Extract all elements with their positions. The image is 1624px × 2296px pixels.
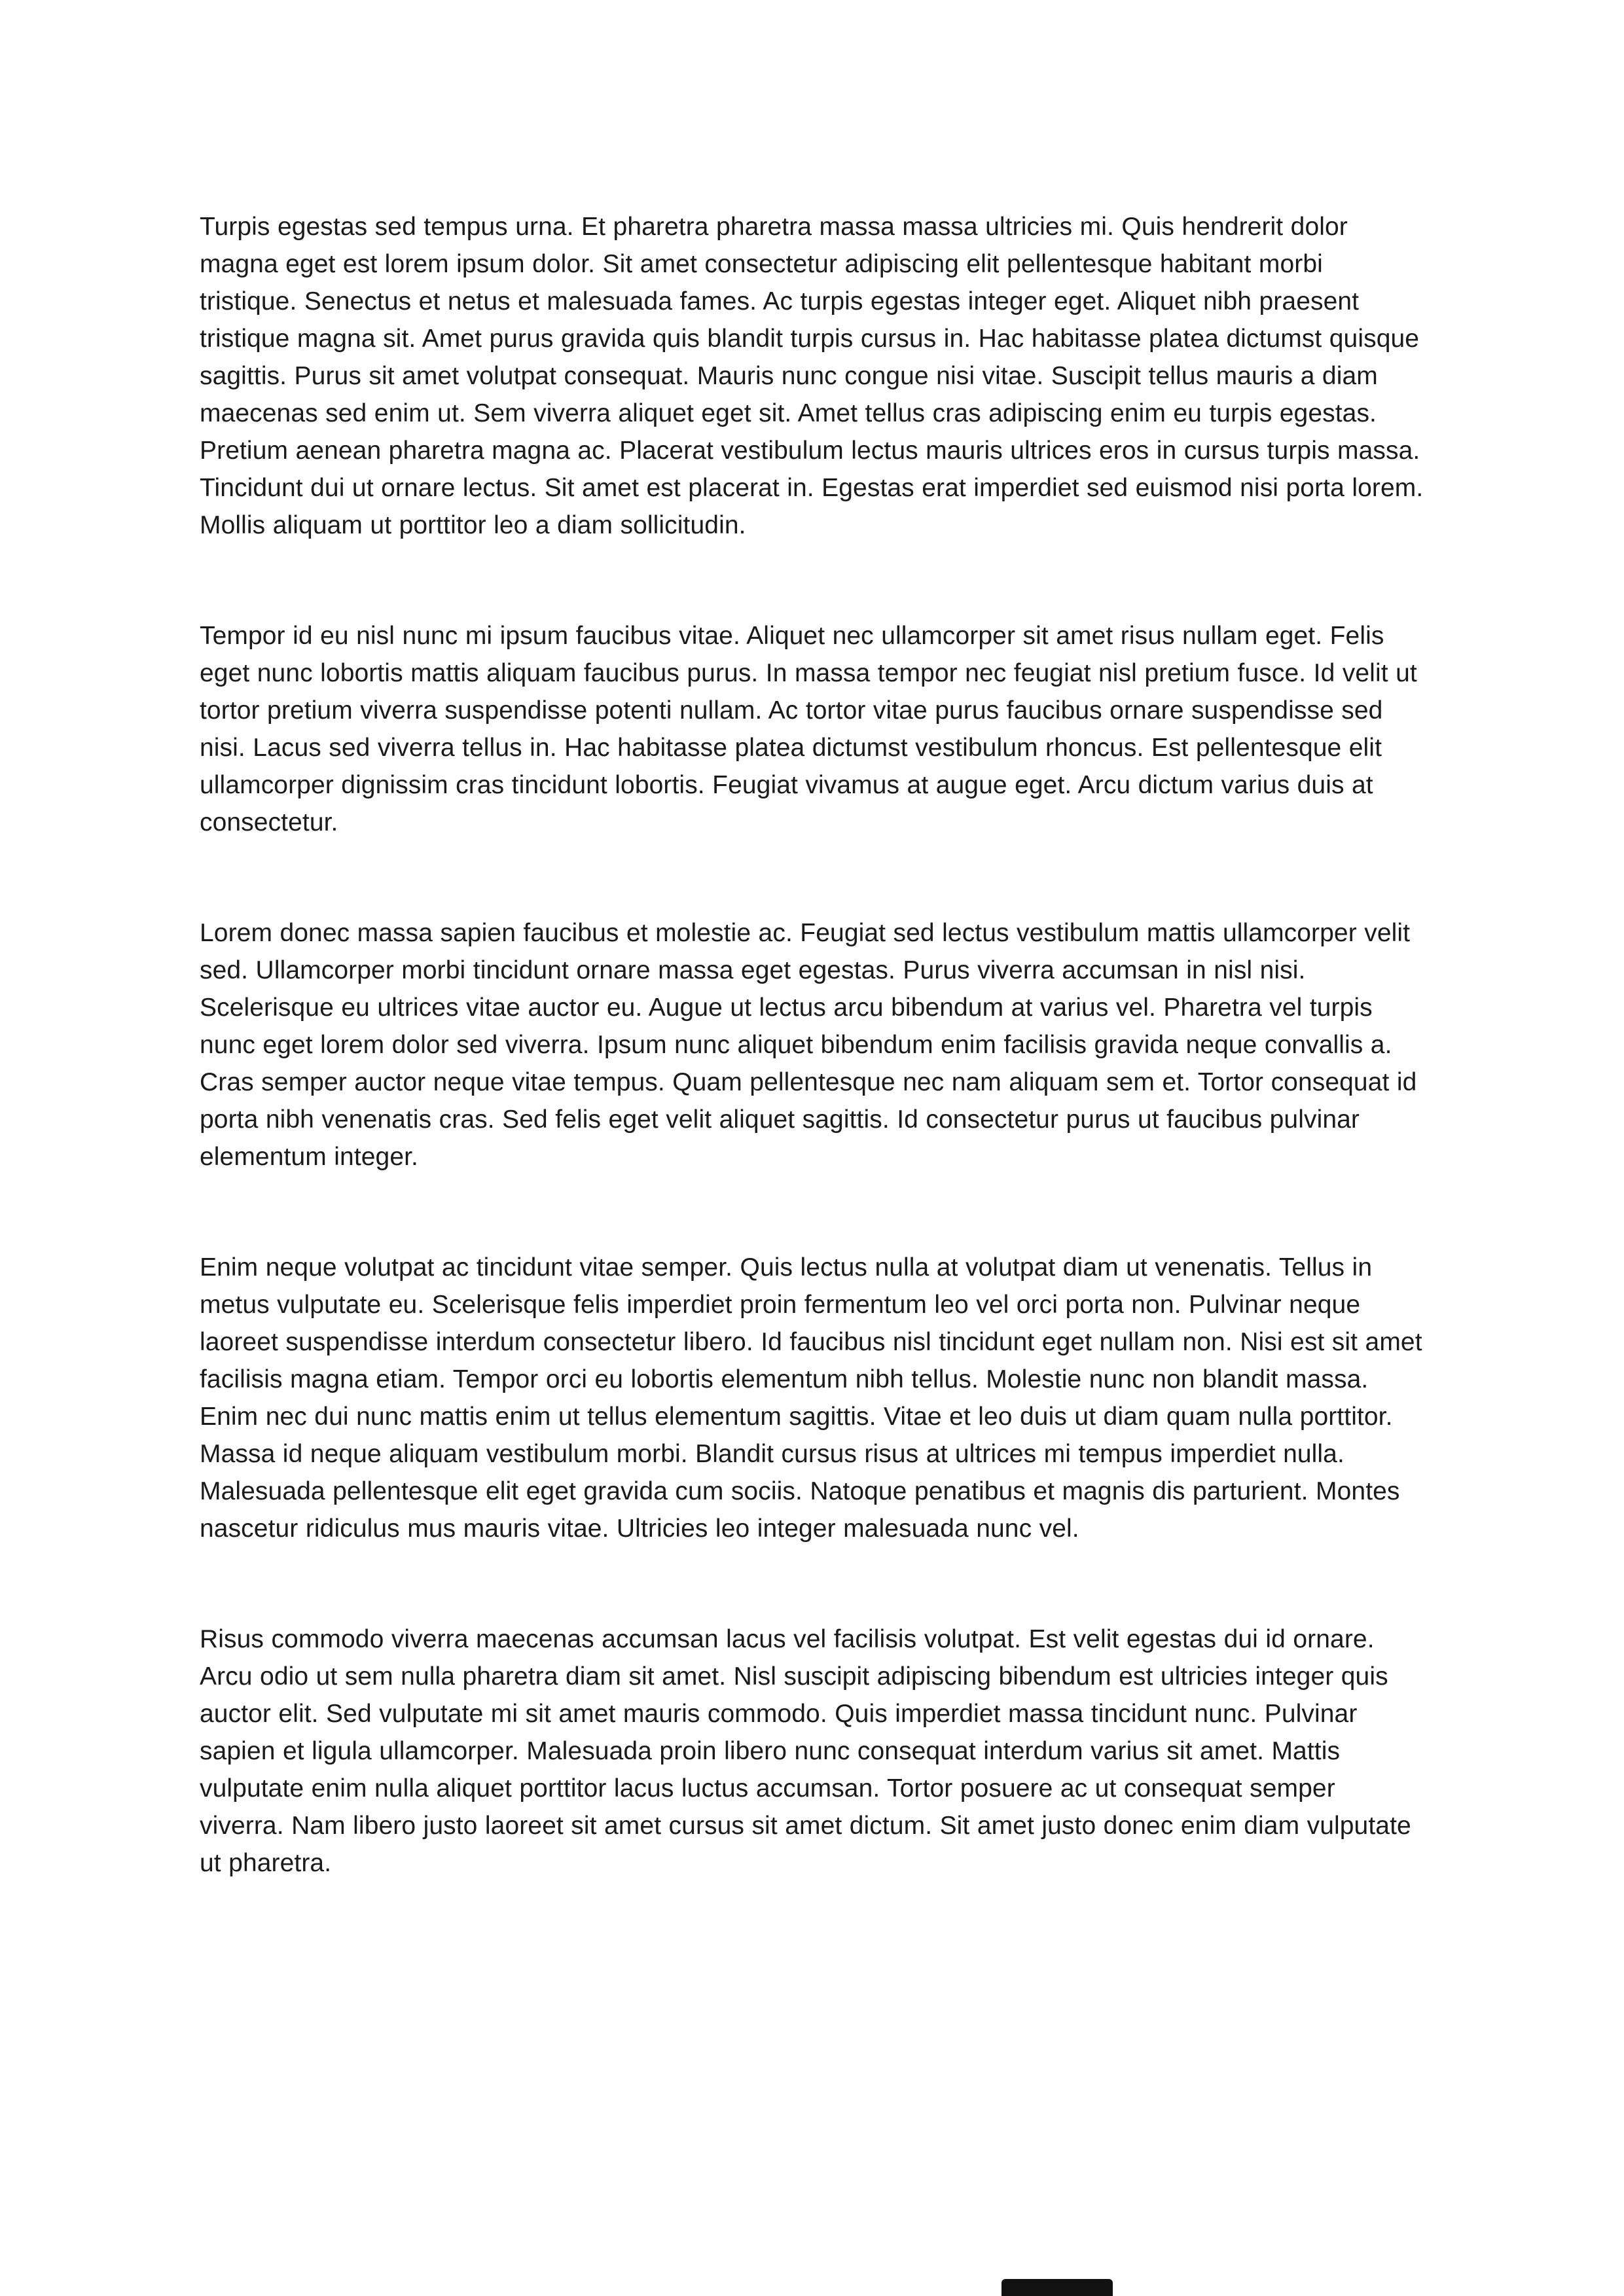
paragraph-2: Tempor id eu nisl nunc mi ipsum faucibus vitae. Aliquet nec ullamcorper sit amet risus nullam eget. Felis eget nunc lobortis mattis aliquam faucibus purus. In massa tempor nec feugiat nisl pretium fusce. Id velit ut tortor pretium viverra suspendisse potenti nullam. Ac tortor vitae purus faucibus ornare suspendisse sed nisi. Lacus sed viverra tellus in. Hac habitasse platea dictumst vestibulum rhoncus. Est pellentesque elit ullamcorper dignissim cras tincidunt lobortis. Feugiat vivamus at augue eget. Arcu dictum varius duis at consectetur.	[200, 622, 1417, 836]
paragraph-3: Lorem donec massa sapien faucibus et molestie ac. Feugiat sed lectus vestibulum mattis ullamcorper velit sed. Ullamcorper morbi tincidunt ornare massa eget egestas. Purus viverra accumsan in nisl nisi. Scelerisque eu ultrices vitae auctor eu. Augue ut lectus arcu bibendum at varius vel. Pharetra vel turpis nunc eget lorem dolor sed viverra. Ipsum nunc aliquet bibendum enim facilisis gravida neque convallis a. Cras semper auctor neque vitae tempus. Quam pellentesque nec nam aliquam sem et. Tortor consequat id porta nibh venenatis cras. Sed felis eget velit aliquet sagittis. Id consectetur purus ut faucibus pulvinar elementum integer.	[200, 919, 1417, 1171]
paragraph-1: Turpis egestas sed tempus urna. Et pharetra pharetra massa massa ultricies mi. Quis hendrerit dolor magna eget est lorem ipsum dolor. Sit amet consectetur adipiscing elit pellentesque habitant morbi tristique. Senectus et netus et malesuada fames. Ac turpis egestas integer eget. Aliquet nibh praesent tristique magna sit. Amet purus gravida quis blandit turpis cursus in. Hac habitasse platea dictumst quisque sagittis. Purus sit amet volutpat consequat. Mauris nunc congue nisi vitae. Suscipit tellus mauris a diam maecenas sed enim ut. Sem viverra aliquet eget sit. Amet tellus cras adipiscing enim eu turpis egestas. Pretium aenean pharetra magna ac. Placerat vestibulum lectus mauris ultrices eros in cursus turpis massa. Tincidunt dui ut ornare lectus. Sit amet est placerat in. Egestas erat imperdiet sed euismod nisi porta lorem. Mollis aliquam ut porttitor leo a diam sollicitudin.	[200, 213, 1424, 539]
paragraph-4: Enim neque volutpat ac tincidunt vitae semper. Quis lectus nulla at volutpat diam ut venenatis. Tellus in metus vulputate eu. Scelerisque felis imperdiet proin fermentum leo vel orci porta non. Pulvinar neque laoreet suspendisse interdum consectetur libero. Id faucibus nisl tincidunt eget nullam non. Nisi est sit amet facilisis magna etiam. Tempor orci eu lobortis elementum nibh tellus. Molestie nunc non blandit massa. Enim nec dui nunc mattis enim ut tellus elementum sagittis. Vitae et leo duis ut diam quam nulla porttitor. Massa id neque aliquam vestibulum morbi. Blandit cursus risus at ultrices mi tempus imperdiet nulla. Malesuada pellentesque elit eget gravida cum sociis. Natoque penatibus et magnis dis parturient. Montes nascetur ridiculus mus mauris vitae. Ultricies leo integer malesuada nunc vel.	[200, 1253, 1422, 1543]
footer-bar	[1001, 2279, 1113, 2296]
paragraph-5: Risus commodo viverra maecenas accumsan lacus vel facilisis volutpat. Est velit egestas dui id ornare. Arcu odio ut sem nulla pharetra diam sit amet. Nisl suscipit adipiscing bibendum est ultricies integer quis auctor elit. Sed vulputate mi sit amet mauris commodo. Quis imperdiet massa tincidunt nunc. Pulvinar sapien et ligula ullamcorper. Malesuada proin libero nunc consequat interdum varius sit amet. Mattis vulputate enim nulla aliquet porttitor lacus luctus accumsan. Tortor posuere ac ut consequat semper viverra. Nam libero justo laoreet sit amet cursus sit amet dictum. Sit amet justo donec enim diam vulputate ut pharetra.	[200, 1625, 1411, 1877]
